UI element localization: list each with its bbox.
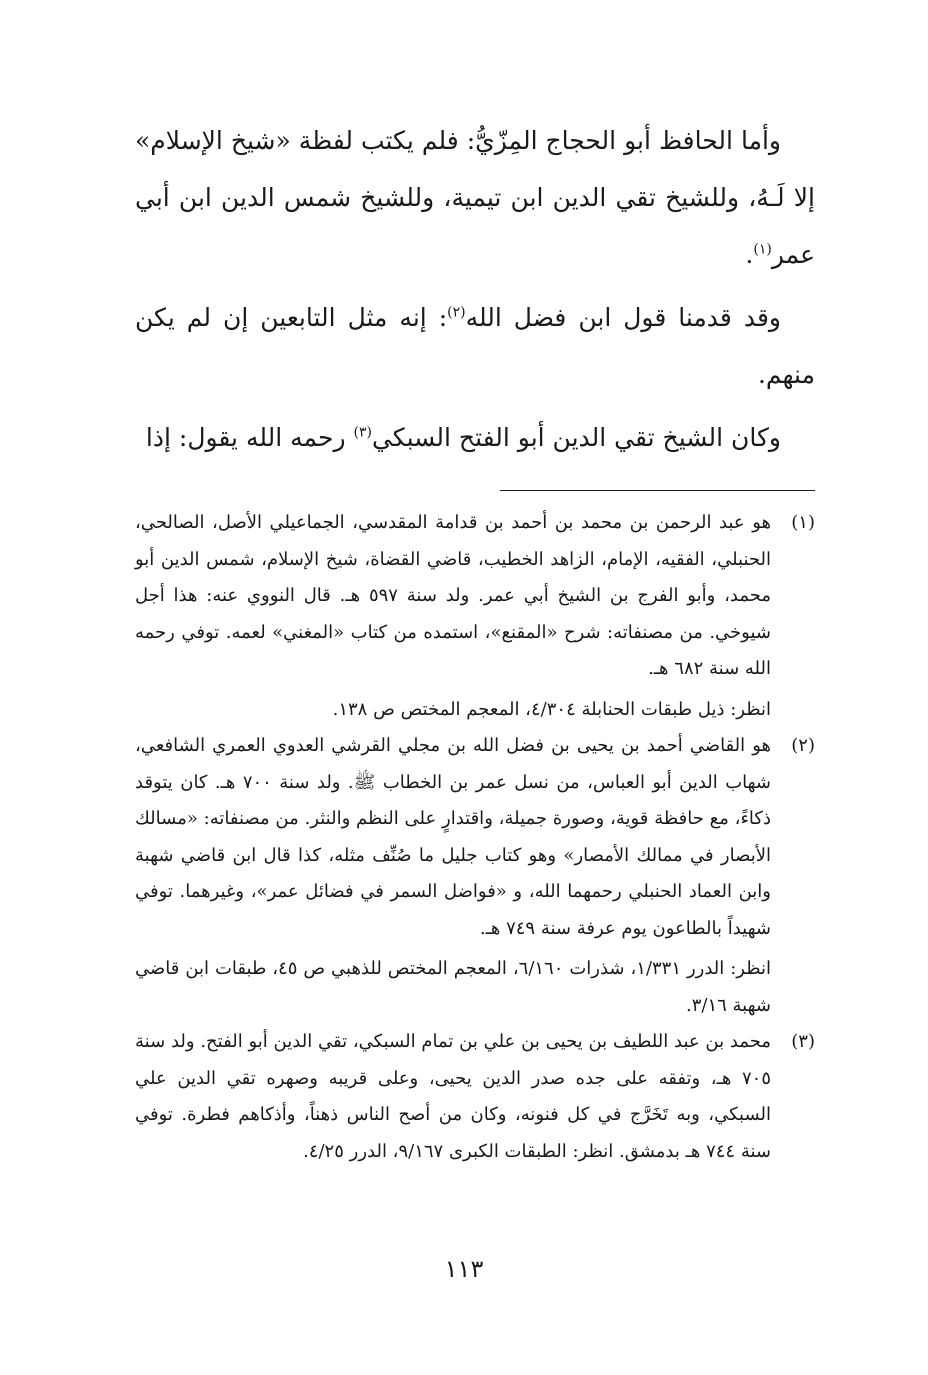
footnote-2 <box>135 728 815 1024</box>
footnote-1 <box>135 505 815 728</box>
footnote-reference[interactable]: (٢) <box>447 304 466 321</box>
footnote-reference-line: انظر: ذيل طبقات الحنابلة ٤/٣٠٤، المعجم المختص ص ١٣٨. <box>332 698 771 720</box>
page-number: ١١٣ <box>444 1255 484 1283</box>
paragraph-text: رحمه الله يقول: إذا <box>145 423 354 452</box>
paragraph-text: : إنه مثل التابعين إن لم يكن منهم. <box>135 303 815 389</box>
footnote-reference[interactable]: (١) <box>753 241 772 258</box>
footnote-text: محمد بن عبد اللطيف بن يحيى بن علي بن تمام السبكي، تقي الدين أبو الفتح. ولد سنة ٧٠٥ هـ، وتفقه على جده صدر الدين يحيى، وعلى قريبه وصهره تقي الدين علي السبكي، وبه تَخَرَّج في كل فنونه، وكان من أصح الناس ذهناً، وأذكاهم فطرة. توفي سنة ٧٤٤ هـ بدمشق. انظر: الطبقات الكبرى ٩/١٦٧، الدرر ٤/٢٥. <box>135 1031 771 1162</box>
footnote-reference-line: انظر: الدرر ١/٣٣١، شذرات ٦/١٦٠، المعجم المختص للذهبي ص ٤٥، طبقات ابن قاضي شهبة ٣/١٦. <box>135 958 772 1016</box>
footnote-divider <box>500 490 815 491</box>
paragraph-text: . <box>745 240 754 269</box>
footnote-reference[interactable]: (٣) <box>353 424 372 441</box>
paragraph-3 <box>135 409 815 466</box>
footnote-body <box>135 1024 771 1170</box>
footnote-body <box>135 505 771 728</box>
footnote-3 <box>135 1024 815 1170</box>
footnote-text: هو عبد الرحمن بن محمد بن أحمد بن قدامة المقدسي، الجماعيلي الأصل، الصالحي، الحنبلي، الفقيه، الإمام، الزاهد الخطيب، قاضي القضاة، شيخ الإسلام، شمس الدين أبو محمد، وأبو الفرج بن الشيخ أبي عمر. ولد سنة ٥٩٧ هـ. قال النووي عنه: هذا أجل شيوخي. من مصنفاته: شرح «المقنع»، استمده من كتاب «المغني» لعمه. توفي رحمه الله سنة ٦٨٢ هـ. <box>135 512 772 679</box>
main-text <box>135 112 815 466</box>
paragraph-text: وأما الحافظ أبو الحجاج المِزّيُّ: فلم يكتب لفظة «شيخ الإسلام» إلا لَـهُ، وللشيخ تقي الدين ابن تيمية، وللشيخ شمس الدين ابن أبي عمر <box>135 126 815 269</box>
footnote-text: هو القاضي أحمد بن يحيى بن فضل الله بن مجلي القرشي العدوي العمري الشافعي، شهاب الدين أبو العباس، من نسل عمر بن الخطاب ﷺ. ولد سنة ٧٠٠ هـ. كان يتوقد ذكاءً، مع حافظة قوية، وصورة جميلة، واقتدارٍ على النظم والنثر. من مصنفاته: «مسالك الأبصار في ممالك الأمصار» وهو كتاب جليل ما صُنِّف مثله، كذا قال ابن قاضي شهبة وابن العماد الحنبلي رحمهما الله، و «فواضل السمر في فضائل عمر»، وغيرهما. توفي شهيداً بالطاعون يوم عرفة سنة ٧٤٩ هـ. <box>135 735 772 939</box>
footnote-number: (٣) <box>791 1031 815 1052</box>
page-content <box>135 112 815 1170</box>
paragraph-1 <box>135 112 815 283</box>
footnote-number: (١) <box>791 512 815 533</box>
footnote-body <box>135 728 771 1024</box>
paragraph-2 <box>135 289 815 403</box>
paragraph-text: وكان الشيخ تقي الدين أبو الفتح السبكي <box>371 423 781 452</box>
footnotes <box>135 505 815 1170</box>
footnote-number: (٢) <box>791 735 815 756</box>
paragraph-text: وقد قدمنا قول ابن فضل الله <box>465 303 782 332</box>
